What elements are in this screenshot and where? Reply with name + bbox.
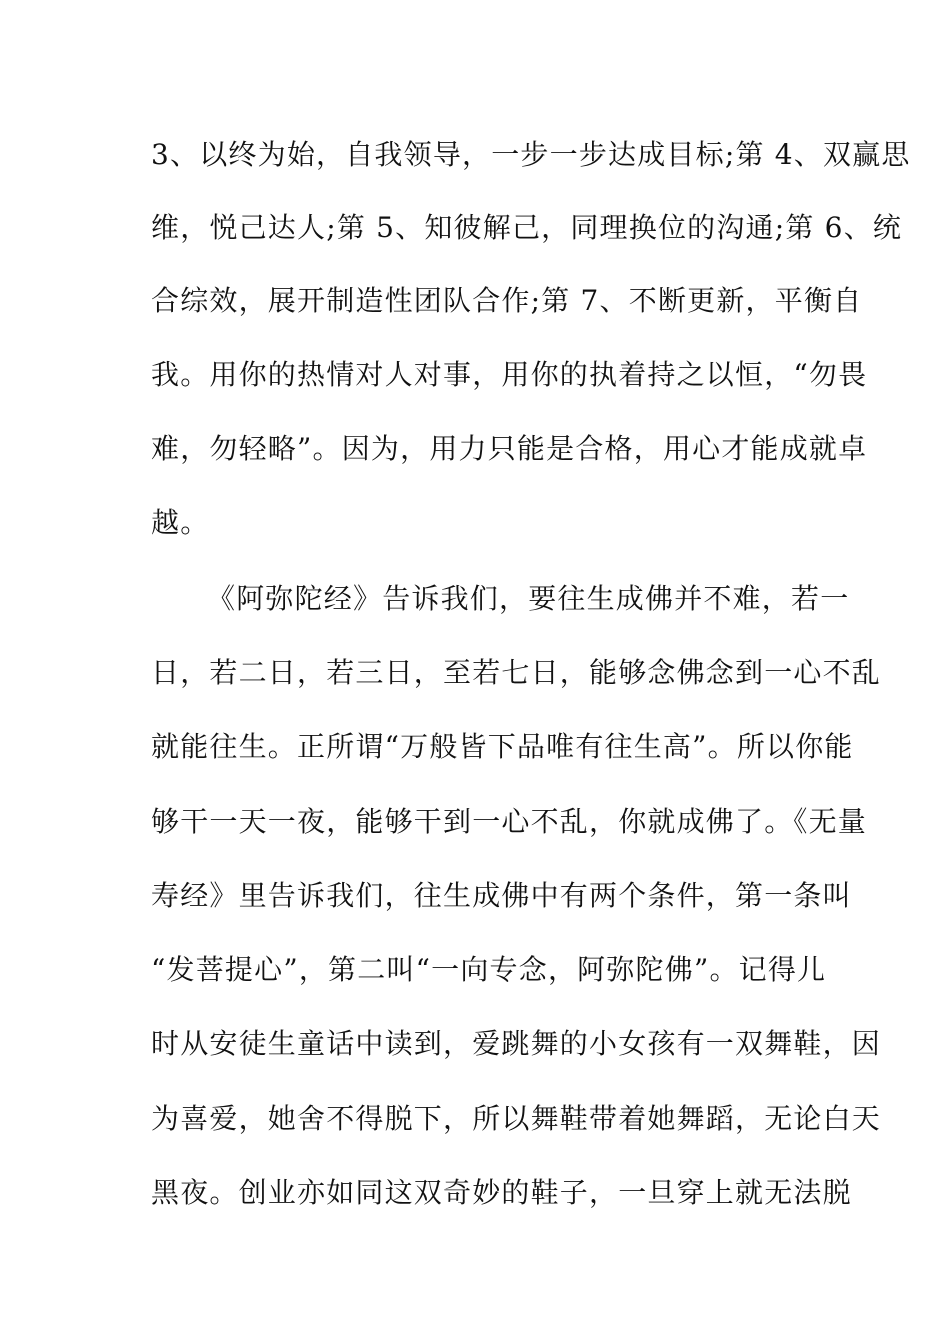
text-line: 3、以终为始，自我领导，一步一步达成目标;第 4、双赢思 bbox=[151, 138, 911, 171]
text-line: 够干一天一夜，能够干到一心不乱，你就成佛了。《无量 bbox=[151, 805, 868, 838]
paragraph-first-line: 《阿弥陀经》告诉我们，要往生成佛并不难，若一 bbox=[207, 582, 850, 615]
text-line: 合综效，展开制造性团队合作;第 7、不断更新，平衡自 bbox=[151, 284, 863, 317]
text-line: 寿经》里告诉我们，往生成佛中有两个条件，第一条叫 bbox=[151, 879, 852, 912]
text-line: 难，勿轻略”。因为，用力只能是合格，用心才能成就卓 bbox=[151, 432, 868, 465]
text-line: 为喜爱，她舍不得脱下，所以舞鞋带着她舞蹈，无论白天 bbox=[151, 1102, 882, 1135]
text-line: “发菩提心”，第二叫“一向专念，阿弥陀佛”。记得儿 bbox=[151, 953, 827, 986]
text-line: 越。 bbox=[151, 506, 210, 539]
text-line: 我。用你的热情对人对事，用你的执着持之以恒，“勿畏 bbox=[151, 358, 868, 391]
text-line: 黑夜。创业亦如同这双奇妙的鞋子，一旦穿上就无法脱 bbox=[151, 1176, 852, 1209]
text-line: 日，若二日，若三日，至若七日，能够念佛念到一心不乱 bbox=[151, 656, 882, 689]
text-line: 时从安徒生童话中读到，爱跳舞的小女孩有一双舞鞋，因 bbox=[151, 1027, 882, 1060]
text-line: 就能往生。正所谓“万般皆下品唯有往生高”。所以你能 bbox=[151, 730, 854, 763]
text-line: 维，悦己达人;第 5、知彼解己，同理换位的沟通;第 6、统 bbox=[151, 211, 903, 244]
